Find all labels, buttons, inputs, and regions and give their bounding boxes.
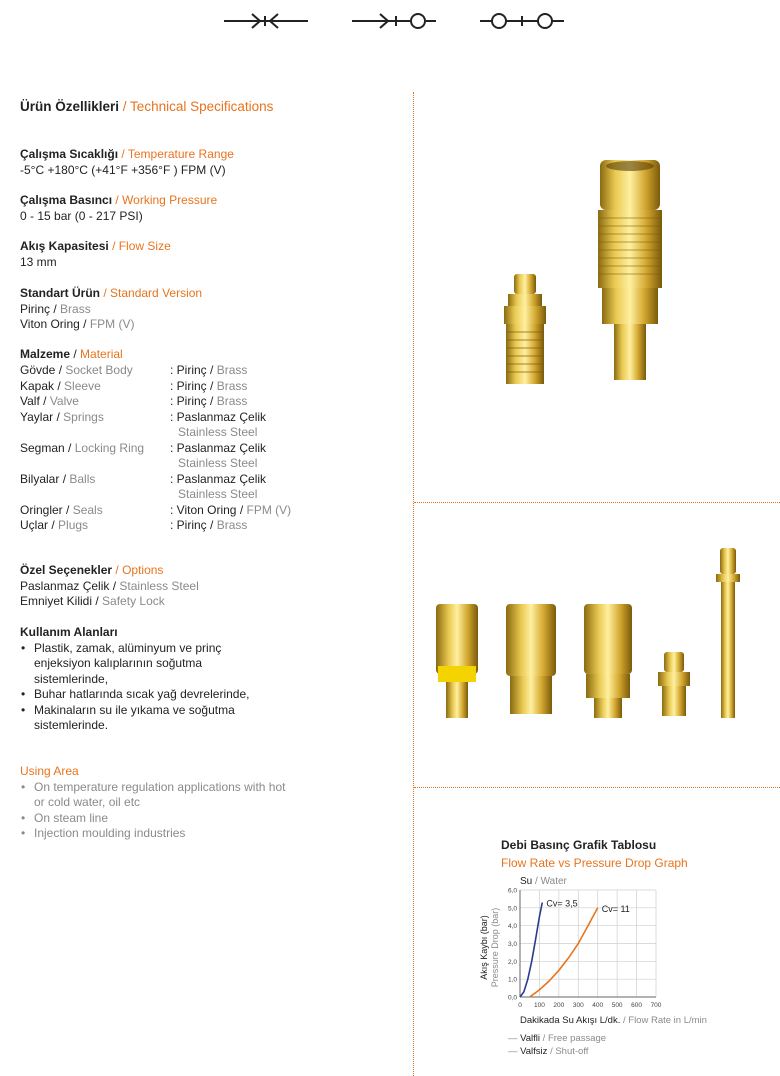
spec-title: Ürün Özellikleri / Technical Specifications — [20, 99, 274, 114]
legend-item-valveless: — Valfsiz / Shut-off — [508, 1046, 589, 1057]
horizontal-divider-top — [414, 502, 780, 503]
usage-item: • Plastik, zamak, alüminyum ve prinç enjeksiyon kalıplarının soğutma sistemlerinde, — [20, 641, 270, 688]
options-block: Özel Seçenekler / Options Paslanmaz Çelik / Stainless Steel Emniyet Kilidi / Safety Lock — [20, 563, 199, 608]
material-row: Valf / Valve : Pirinç / Brass — [20, 394, 248, 408]
usage-tr-list — [20, 641, 270, 734]
x-tick-label: 200 — [553, 1002, 565, 1009]
horizontal-divider-bottom — [414, 787, 780, 788]
vertical-divider — [413, 92, 414, 1076]
y-tick-label: 0,0 — [507, 994, 517, 1002]
chart-legend — [508, 1032, 606, 1058]
material-row: Yaylar / Springs : Paslanmaz Çelik — [20, 409, 267, 424]
material-row: Uçlar / Plugs : Pirinç / Brass — [20, 518, 248, 532]
material-row: Bilyalar / Balls : Paslanmaz Çelik — [20, 471, 267, 486]
x-axis-label: Dakikada Su Akışı L/dk. / Flow Rate in L/min — [520, 1015, 707, 1026]
series-line-1 — [520, 903, 542, 998]
coupling-symbol-one-shutoff-icon — [350, 8, 440, 38]
x-tick-label: 700 — [650, 1002, 662, 1009]
usage-item: • Makinaların su ile yıkama ve soğutma sistemlerinde. — [20, 703, 270, 734]
x-tick-label: 300 — [572, 1002, 584, 1009]
usage-tr-block: Kullanım Alanları • Plastik, zamak, alüminyum ve prinç enjeksiyon kalıplarının soğutma sistemlerinde, • Buhar hatlarında sıcak yağ devrelerinde, • Makinaların su ile yıkama ve soğutma sistemlerinde. — [20, 625, 270, 734]
usage-en-block: Using Area • On temperature regulation applications with hot or cold water, oil etc • On steam line • Injection moulding industries — [20, 764, 290, 842]
flow-value: 13 mm — [20, 254, 57, 269]
y-tick-label: 4,0 — [507, 923, 517, 931]
temperature-block: Çalışma Sıcaklığı / Temperature Range -5°C +180°C (+41°F +356°F ) FPM (V) — [20, 147, 234, 177]
series-label-2: Cv= 11 — [601, 903, 630, 914]
pressure-value: 0 - 15 bar (0 - 217 PSI) — [20, 208, 143, 223]
series-label-1: Cv= 3,5 — [546, 898, 578, 909]
x-tick-label: 600 — [631, 1002, 643, 1009]
y-tick-label: 5,0 — [507, 905, 517, 913]
material-row-continued: Stainless Steel — [178, 425, 258, 439]
product-photo-variants — [428, 542, 748, 724]
legend-item-valved: — Valfli / Free passage — [508, 1033, 607, 1044]
material-table — [20, 363, 410, 534]
standard-block: Standart Ürün / Standard Version Pirinç / Brass Viton Oring / FPM (V) — [20, 286, 203, 331]
material-row-continued: Stainless Steel — [178, 487, 258, 501]
usage-item: • On steam line — [20, 811, 290, 827]
flow-block: Akış Kapasitesi / Flow Size 13 mm — [20, 239, 171, 269]
usage-item: • Buhar hatlarında sıcak yağ devrelerinde, — [20, 687, 270, 703]
material-row: Oringler / Seals : Viton Oring / FPM (V) — [20, 502, 292, 517]
y-tick-label: 2,0 — [507, 958, 517, 966]
usage-item: • Injection moulding industries — [20, 826, 290, 842]
y-tick-label: 3,0 — [507, 941, 517, 948]
x-tick-label: 400 — [592, 1002, 604, 1009]
y-axis-label-tr: Akış Kaybı (bar) — [479, 915, 489, 980]
material-row: Kapak / Sleeve : Pirinç / Brass — [20, 378, 248, 393]
material-row: Gövde / Socket Body : Pirinç / Brass — [20, 363, 248, 377]
y-tick-label: 1,0 — [507, 976, 517, 984]
coupling-symbol-both-shutoff-icon — [222, 8, 312, 38]
temperature-value: -5°C +180°C (+41°F +356°F ) FPM (V) — [20, 162, 226, 177]
material-heading: Malzeme / Material — [20, 347, 123, 361]
coupling-symbol-free-passage-icon — [478, 8, 568, 38]
graph-title: Debi Basınç Grafik Tablosu Flow Rate vs Pressure Drop Graph — [501, 838, 688, 870]
series-line-2 — [530, 908, 598, 997]
material-row: Segman / Locking Ring : Paslanmaz Çelik — [20, 440, 267, 455]
x-tick-label: 500 — [611, 1002, 623, 1009]
usage-item: • On temperature regulation applications with hot or cold water, oil etc — [20, 780, 290, 811]
usage-en-list — [20, 780, 290, 842]
material-row-continued: Stainless Steel — [178, 456, 258, 470]
y-tick-label: 6,0 — [507, 887, 517, 895]
coupling-symbols — [222, 8, 567, 38]
x-tick-label: 100 — [533, 1002, 545, 1009]
x-tick-label: 0 — [518, 1002, 522, 1009]
y-axis-label-en: Pressure Drop (bar) — [490, 907, 500, 988]
product-photo-coupling-set — [478, 152, 678, 392]
chart-medium-label: Su / Water — [520, 876, 567, 887]
pressure-block: Çalışma Basıncı / Working Pressure 0 - 15 bar (0 - 217 PSI) — [20, 193, 218, 223]
